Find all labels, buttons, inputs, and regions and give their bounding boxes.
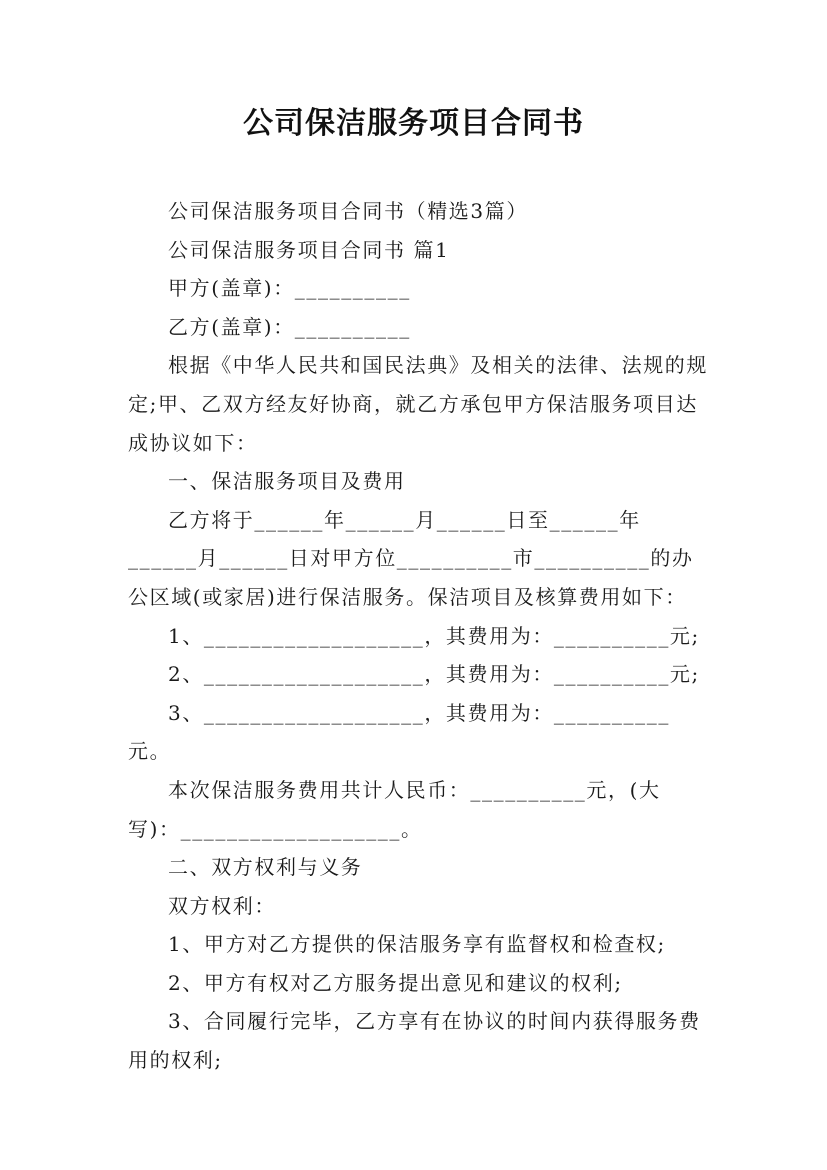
paragraph-service-period: 乙方将于______年______月______日至______年______月______日对甲方位__________市__________的办公区域(或家居)进行保洁服务。保洁项目及核算费用如下： <box>128 507 694 609</box>
rights-item-2: 2、甲方有权对乙方服务提出意见和建议的权利; <box>168 970 623 995</box>
paragraph-preamble: 根据《中华人民共和国民法典》及相关的法律、法规的规定;甲、乙双方经友好协商，就乙方承包甲方保洁服务项目达成协议如下： <box>128 353 708 455</box>
section-heading-2: 二、双方权利与义务 <box>168 855 363 880</box>
section-heading-1: 一、保洁服务项目及费用 <box>168 469 406 494</box>
fee-item-1: 1、___________________，其费用为：__________元; <box>168 623 700 648</box>
paragraph-party-b: 乙方(盖章)：__________ <box>168 314 411 339</box>
rights-item-1: 1、甲方对乙方提供的保洁服务享有监督权和检查权; <box>168 932 666 957</box>
paragraph-party-a: 甲方(盖章)：__________ <box>168 276 411 301</box>
document-title: 公司保洁服务项目合同书 <box>243 106 584 141</box>
paragraph-fee-total: 本次保洁服务费用共计人民币：__________元，(大写)：___________________。 <box>128 777 661 841</box>
fee-item-2: 2、___________________，其费用为：__________元; <box>168 662 700 687</box>
paragraph-subtitle: 公司保洁服务项目合同书（精选3篇） <box>168 199 528 223</box>
rights-item-3: 3、合同履行完毕，乙方享有在协议的时间内获得服务费用的权利; <box>128 1009 701 1073</box>
document-body <box>128 192 708 1080</box>
rights-heading: 双方权利： <box>168 893 276 918</box>
paragraph-part-heading: 公司保洁服务项目合同书 篇1 <box>168 237 450 262</box>
fee-item-3: 3、___________________，其费用为：__________元。 <box>128 700 670 764</box>
